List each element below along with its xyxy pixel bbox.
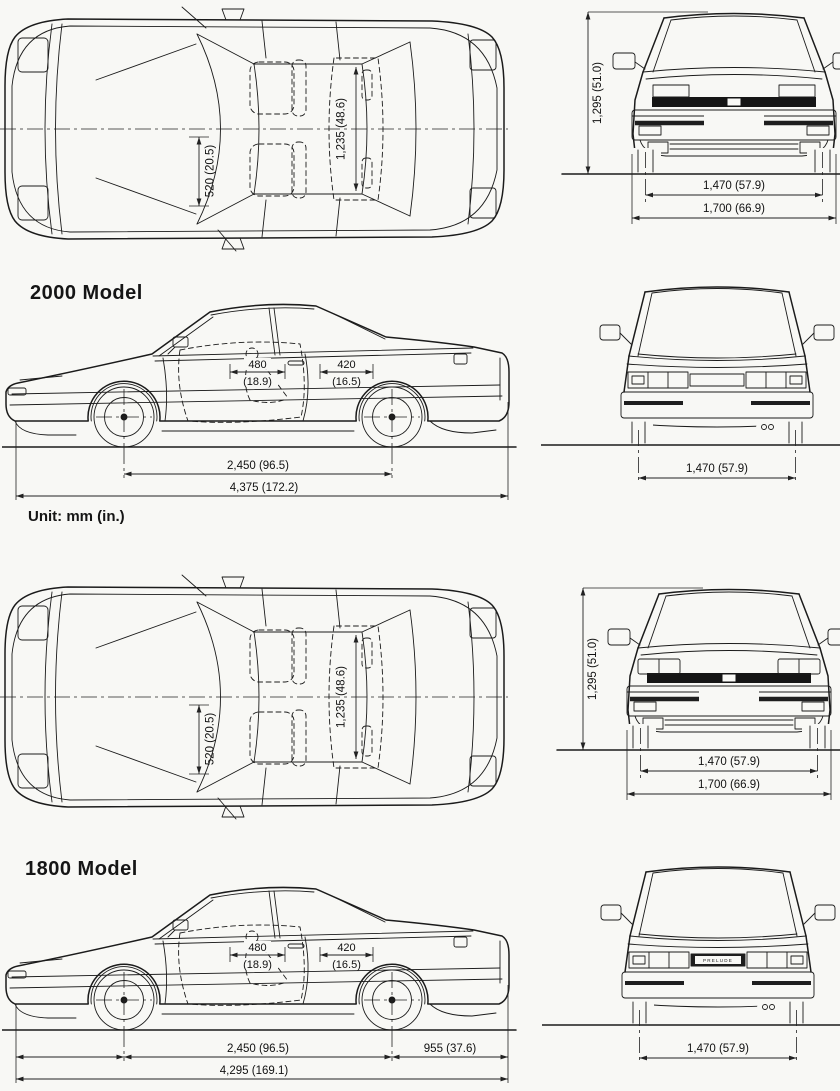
dim-label-front-door-mm: 480 (248, 942, 267, 954)
dim-label-wheelbase: 2,450 (96.5) (226, 460, 290, 472)
dim-label-cabin-width: 1,235 (48.6) (335, 665, 348, 729)
dim-label-rear-opening-in: (16.5) (332, 959, 361, 971)
dim-label-rear-track: 1,470 (57.9) (686, 1043, 750, 1055)
top-view-2000-dimensions (189, 67, 358, 206)
model-label-2000: 2000 Model (30, 282, 143, 304)
top-view-2000-model (0, 4, 510, 254)
dim-label-rear-overhang: 955 (37.6) (423, 1043, 477, 1055)
top-view-1800-dimensions (189, 635, 358, 774)
car-rear-drawing (541, 287, 840, 445)
front-view-1800-model (553, 578, 840, 810)
rear-view-1800-dimensions (640, 1010, 797, 1064)
rear-view-2000-dimensions (639, 430, 796, 484)
dim-label-overall-length: 4,375 (172.2) (229, 482, 299, 494)
model-label-1800: 1800 Model (25, 858, 138, 880)
front-2000-headlamp-covers (653, 85, 815, 97)
top-view-1800-model (0, 572, 510, 822)
prelude-badge: PRELUDE (702, 958, 734, 963)
dim-label-front-track: 1,470 (57.9) (697, 756, 761, 768)
front-view-2000-model (558, 2, 840, 234)
rear-1800-badge-garnish (691, 954, 745, 966)
dim-label-rear-track: 1,470 (57.9) (685, 463, 749, 475)
side-view-2000-dimensions (16, 358, 508, 500)
dim-label-front-seat-width: 520 (20.5) (204, 144, 217, 198)
dim-label-front-door-in: (18.9) (243, 376, 272, 388)
dim-label-overall-height: 1,295 (51.0) (587, 637, 599, 701)
dim-label-rear-opening-in: (16.5) (332, 376, 361, 388)
dim-label-overall-width: 1,700 (66.9) (697, 779, 761, 791)
dim-label-overall-height: 1,295 (51.0) (592, 61, 604, 125)
dim-label-rear-opening-mm: 420 (337, 942, 356, 954)
dim-label-wheelbase: 2,450 (96.5) (226, 1043, 290, 1055)
car-front-drawing (557, 590, 840, 751)
dim-label-cabin-width: 1,235 (48.6) (335, 97, 348, 161)
dim-label-front-seat-width: 520 (20.5) (204, 712, 217, 766)
side-view-1800-dimensions (16, 941, 508, 1083)
side-view-2000-model (2, 288, 518, 506)
dim-label-overall-length: 4,295 (169.1) (219, 1065, 289, 1077)
rear-view-1800-model (542, 850, 840, 1074)
unit-note: Unit: mm (in.) (28, 508, 125, 525)
dim-label-front-track: 1,470 (57.9) (702, 180, 766, 192)
dim-label-front-door-mm: 480 (248, 359, 267, 371)
dim-label-rear-opening-mm: 420 (337, 359, 356, 371)
car-top-drawing (0, 575, 508, 819)
side-view-1800-model (2, 871, 518, 1089)
dim-label-overall-width: 1,700 (66.9) (702, 203, 766, 215)
rear-view-2000-model (541, 270, 840, 494)
front-1800-headlamps (638, 659, 820, 674)
dim-label-front-door-in: (18.9) (243, 959, 272, 971)
car-rear-drawing (542, 867, 840, 1025)
car-top-drawing (0, 7, 508, 251)
